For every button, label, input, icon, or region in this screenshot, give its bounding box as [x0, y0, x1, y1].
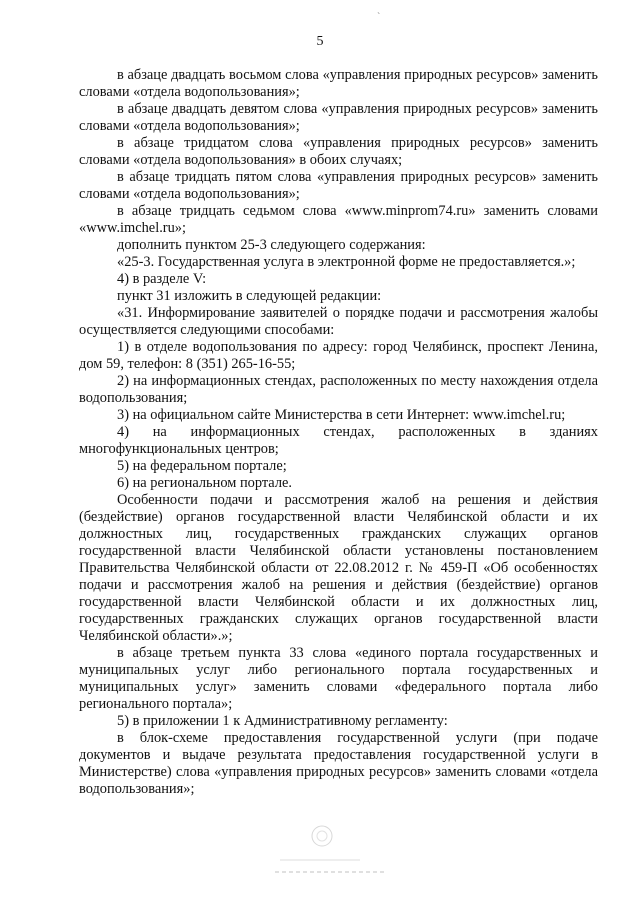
paragraph: «25-3. Государственная услуга в электронной форме не предоставляется.»; [117, 254, 576, 270]
paragraph: 2) на информационных стендах, расположенных по месту нахождения отдела водопользования; [79, 373, 598, 406]
paragraph: 1) в отделе водопользования по адресу: город Челябинск, проспект Ленина, дом 59, телефон: 8 (351) 265-16-55; [79, 339, 598, 372]
paragraph: в абзаце тридцать седьмом слова «www.minprom74.ru» заменить словами «www.imchel.ru»; [79, 203, 598, 236]
paragraph: 3) на официальном сайте Министерства в сети Интернет: www.imchel.ru; [117, 407, 566, 423]
paragraph: в абзаце тридцатом слова «управления природных ресурсов» заменить словами «отдела водопользования» в обоих случаях; [79, 135, 598, 168]
paragraph: в абзаце двадцать восьмом слова «управления природных ресурсов» заменить словами «отдела водопользования»; [79, 67, 598, 100]
page-number: 5 [316, 34, 324, 49]
paragraph: в блок-схеме предоставления государственной услуги (при подаче документов и выдаче результата предоставления государственной услуги в Министерстве) слова «управления природных ресурсов» заменить словами «отдела водопользования»; [79, 730, 598, 797]
paragraph: пункт 31 изложить в следующей редакции: [117, 288, 382, 304]
paragraph: в абзаце двадцать девятом слова «управления природных ресурсов» заменить словами «отдела водопользования»; [79, 101, 598, 134]
paragraph: в абзаце тридцать пятом слова «управления природных ресурсов» заменить словами «отдела водопользования»; [79, 169, 598, 202]
paragraph: 4) в разделе V: [117, 271, 207, 287]
scan-mark: ` [377, 12, 381, 23]
paragraph: 5) в приложении 1 к Административному регламенту: [117, 713, 448, 729]
paragraph: в абзаце третьем пункта 33 слова «единого портала государственных и муниципальных услуг либо регионального портала государственных и муниципальных услуг» заменить словами «федерального портала либо регионального портала»; [79, 645, 598, 712]
paragraph: 4) на информационных стендах, расположенных в зданиях многофункциональных центров; [79, 424, 598, 457]
paragraph: Особенности подачи и рассмотрения жалоб на решения и действия (бездействие) органов государственной власти Челябинской области и их должностных лиц, государственных гражданских служащих органов государственной власти Челябинской области установлены постановлением Правительства Челябинской области от 22.08.2012 г. № 459-П «Об особенностях подачи и рассмотрения жалоб на решения и действия (бездействие) органов государственной власти Челябинской области и их должностных лиц, государственных гражданских служащих органов государственной власти Челябинской области».»; [79, 492, 598, 644]
paragraph: дополнить пунктом 25-3 следующего содержания: [117, 237, 426, 253]
paragraph: 5) на федеральном портале; [117, 458, 287, 474]
faded-stamp-seal [270, 820, 390, 882]
paragraph: «31. Информирование заявителей о порядке подачи и рассмотрения жалобы осуществляется следующими способами: [79, 305, 598, 338]
paragraph: 6) на региональном портале. [117, 475, 292, 491]
document-body [79, 67, 598, 798]
